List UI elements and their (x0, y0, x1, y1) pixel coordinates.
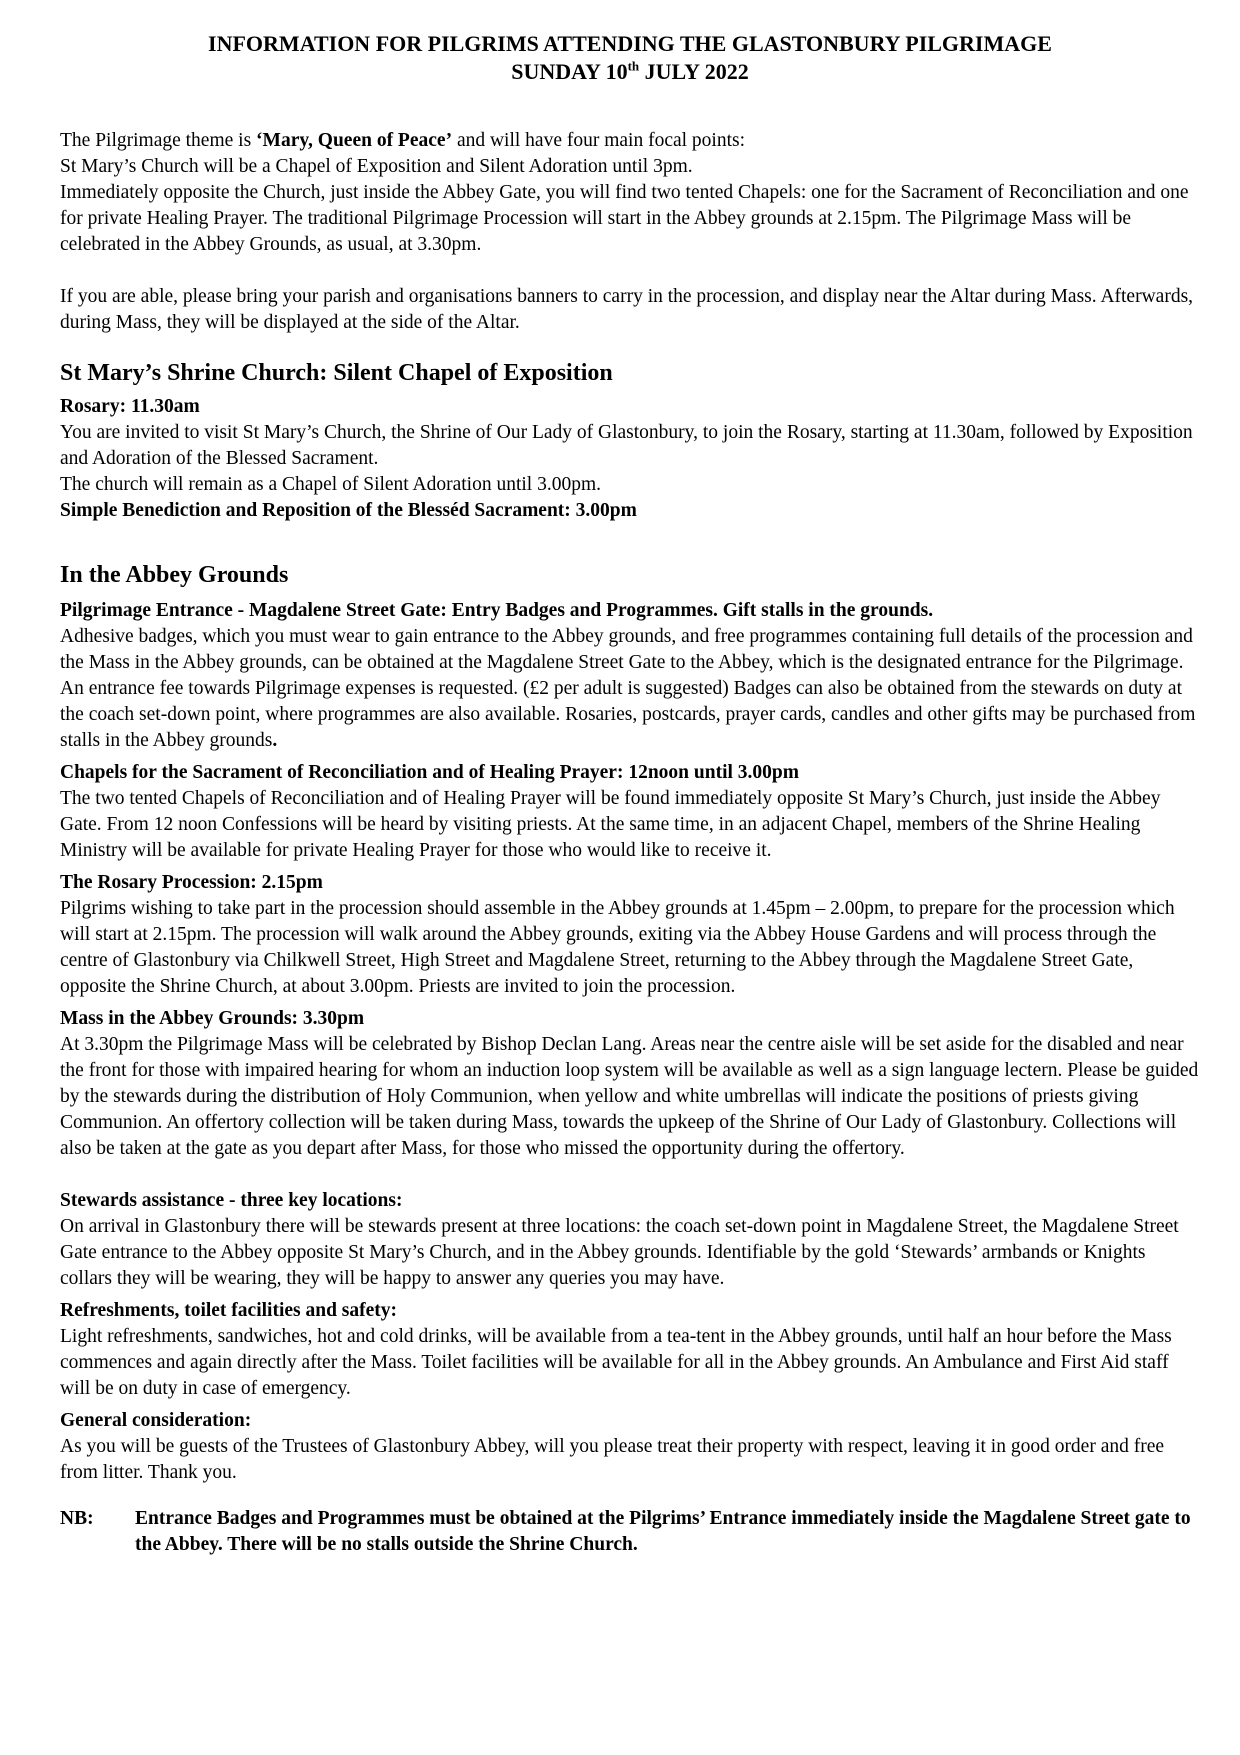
stewards-text: On arrival in Glastonbury there will be stewards present at three locations: the coach set-down point in Magdalene Street, the Magdalene Street Gate entrance to the Abbey opposite St Mary’s Church, and in the Abbey grounds. Identifiable by the gold ‘Stewards’ armbands or Knights collars they will be wearing, they will be happy to answer any queries you may have. (60, 1216, 1179, 1289)
title-line-2-sup: th (627, 58, 640, 74)
chapels-heading: Chapels for the Sacrament of Reconciliation and of Healing Prayer: 12noon until 3.00pm (60, 762, 799, 783)
mass-heading: Mass in the Abbey Grounds: 3.30pm (60, 1008, 365, 1029)
adoration-text: The church will remain as a Chapel of Silent Adoration until 3.00pm. (60, 474, 602, 495)
abbey-heading: In the Abbey Grounds (60, 562, 289, 588)
intro-theme-pre: The Pilgrimage theme is (60, 130, 257, 151)
chapels-text: The two tented Chapels of Reconciliation and of Healing Prayer will be found immediately opposite St Mary’s Church, just inside the Abbey Gate. From 12 noon Confessions will be heard by visiting priests. At the same time, in an adjacent Chapel, members of the Shrine Healing Ministry will be available for private Healing Prayer for those who would like to receive it. (60, 788, 1161, 861)
benediction-text: Simple Benediction and Reposition of the Blesséd Sacrament: 3.00pm (60, 500, 637, 521)
page-title (60, 30, 1200, 86)
refreshments-heading: Refreshments, toilet facilities and safety: (60, 1300, 398, 1321)
entrance-text (60, 624, 1200, 754)
rosary-heading: Rosary: 11.30am (60, 396, 200, 417)
general-text: As you will be guests of the Trustees of Glastonbury Abbey, will you please treat their property with respect, leaving it in good order and free from litter. Thank you. (60, 1436, 1165, 1483)
title-line-2-pre: SUNDAY 10 (511, 59, 628, 84)
intro-line-2: St Mary’s Church will be a Chapel of Exposition and Silent Adoration until 3pm. (60, 156, 693, 177)
procession-heading: The Rosary Procession: 2.15pm (60, 872, 323, 893)
shrine-heading: St Mary’s Shrine Church: Silent Chapel of Exposition (60, 360, 613, 386)
intro-banners: If you are able, please bring your parish and organisations banners to carry in the procession, and display near the Altar during Mass. Afterwards, during Mass, they will be displayed at the side of the Altar. (60, 286, 1194, 333)
entrance-text-body: Adhesive badges, which you must wear to gain entrance to the Abbey grounds, and free programmes containing full details of the procession and the Mass in the Abbey grounds, can be obtained at the Magdalene Street Gate to the Abbey, which is the designated entrance for the Pilgrimage. An entrance fee towards Pilgrimage expenses is requested. (£2 per adult is suggested) Badges can also be obtained from the stewards on duty at the coach set-down point, where programmes are also available. Rosaries, postcards, prayer cards, candles and other gifts may be purchased from stalls in the Abbey grounds (60, 626, 1196, 751)
nb-note (60, 1506, 1200, 1558)
rosary-text: You are invited to visit St Mary’s Church, the Shrine of Our Lady of Glastonbury, to join the Rosary, starting at 11.30am, followed by Exposition and Adoration of the Blessed Sacrament. (60, 422, 1193, 469)
intro-theme-post: and will have four main focal points: (452, 130, 746, 151)
nb-text: Entrance Badges and Programmes must be obtained at the Pilgrims’ Entrance immediately inside the Magdalene Street gate to the Abbey. There will be no stalls outside the Shrine Church. (135, 1508, 1191, 1555)
title-line-2-post: JULY 2022 (639, 59, 749, 84)
entrance-text-end: . (272, 730, 278, 751)
refreshments-text: Light refreshments, sandwiches, hot and cold drinks, will be available from a tea-tent in the Abbey grounds, until half an hour before the Mass commences and again directly after the Mass. Toilet facilities will be available for all in the Abbey grounds. An Ambulance and First Aid staff will be on duty in case of emergency. (60, 1326, 1172, 1399)
mass-text: At 3.30pm the Pilgrimage Mass will be celebrated by Bishop Declan Lang. Areas near the centre aisle will be set aside for the disabled and near the front for those with impaired hearing for whom an induction loop system will be available as well as a sign language lectern. Please be guided by the stewards during the distribution of Holy Communion, when yellow and white umbrellas will indicate the positions of priests giving Communion. An offertory collection will be taken during Mass, towards the upkeep of the Shrine of Our Lady of Glastonbury. Collections will also be taken at the gate as you depart after Mass, for those who missed the opportunity during the offertory. (60, 1034, 1199, 1159)
nb-label: NB: (60, 1508, 94, 1529)
intro-theme (60, 128, 1200, 154)
procession-text: Pilgrims wishing to take part in the procession should assemble in the Abbey grounds at 1.45pm – 2.00pm, to prepare for the procession which will start at 2.15pm. The procession will walk around the Abbey grounds, exiting via the Abbey House Gardens and will process through the centre of Glastonbury via Chilkwell Street, High Street and Magdalene Street, returning to the Abbey through the Magdalene Street Gate, opposite the Shrine Church, at about 3.00pm. Priests are invited to join the procession. (60, 898, 1175, 997)
title-line-1: INFORMATION FOR PILGRIMS ATTENDING THE GLASTONBURY PILGRIMAGE (208, 31, 1052, 56)
stewards-heading: Stewards assistance - three key locations: (60, 1190, 403, 1211)
entrance-heading: Pilgrimage Entrance - Magdalene Street Gate: Entry Badges and Programmes. Gift stalls in the grounds. (60, 600, 934, 621)
intro-line-3: Immediately opposite the Church, just inside the Abbey Gate, you will find two tented Chapels: one for the Sacrament of Reconciliation and one for private Healing Prayer. The traditional Pilgrimage Procession will start in the Abbey grounds at 2.15pm. The Pilgrimage Mass will be celebrated in the Abbey Grounds, as usual, at 3.30pm. (60, 182, 1189, 255)
general-heading: General consideration: (60, 1410, 252, 1431)
intro-theme-bold: ‘Mary, Queen of Peace’ (256, 130, 453, 151)
